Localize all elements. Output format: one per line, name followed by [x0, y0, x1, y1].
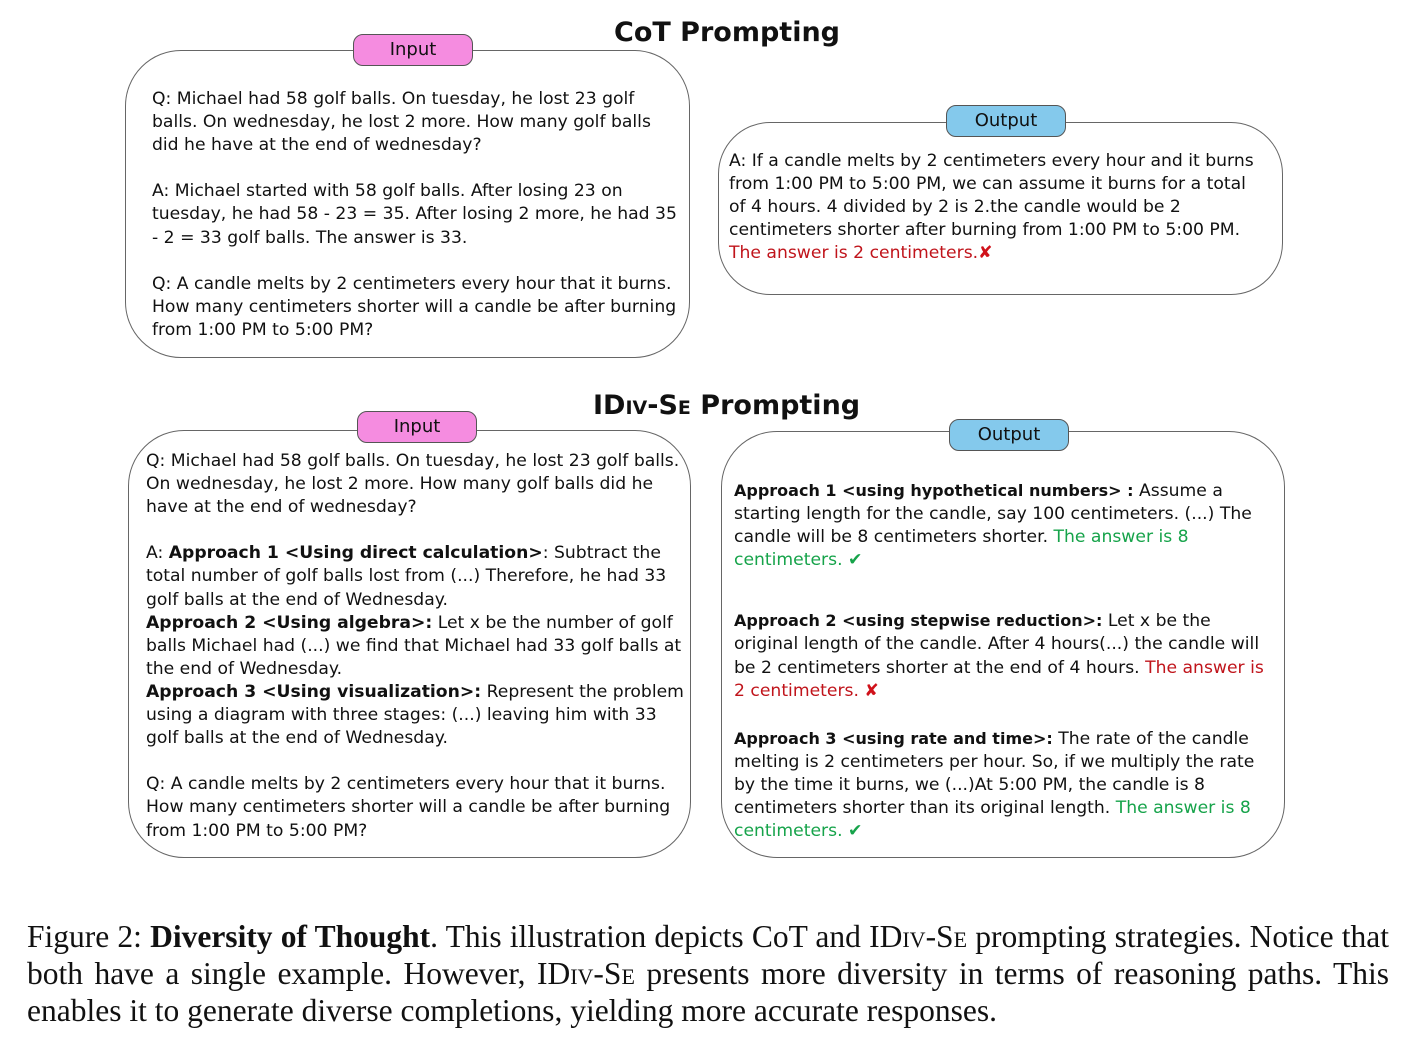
- idivse-output-approach-1: Approach 1 <using hypothetical numbers> : Assume a starting length for the candle, say 100 centimeters. (...) The candle will be 8 centimeters shorter. The answer is 8 centimeters. ✔: [734, 481, 1252, 571]
- cot-output-reasoning: A: If a candle melts by 2 centimeters every hour and it burns from 1:00 PM to 5:00 PM, we can assume it burns for a total of 4 hours. 4 divided by 2 is 2.the candle would be 2 centimeters shorter after burning from 1:00 PM to 5:00 PM.: [729, 151, 1254, 241]
- cot-input-text: [152, 88, 677, 342]
- idivse-section-title: IDiv-Se Prompting: [593, 390, 861, 421]
- cot-output-answer: The answer is 2 centimeters.: [729, 243, 979, 264]
- cot-output-text: [729, 150, 1267, 265]
- cot-input-answer-1: A: Michael started with 58 golf balls. After losing 23 on tuesday, he had 58 - 23 = 35. After losing 2 more, he had 35 - 2 = 33 golf balls. The answer is 33.: [152, 181, 677, 248]
- idivse-output-tag: Output: [949, 419, 1069, 451]
- cot-output-tag: Output: [946, 105, 1066, 137]
- idivse-output-approach-2: Approach 2 <using stepwise reduction>: Let x be the original length of the candle. After 4 hours(...) the candle will be 2 centimeters shorter at the end of 4 hours. The answer is 2 centimeters. ✘: [734, 611, 1264, 701]
- idivse-input-tag: Input: [357, 411, 477, 443]
- cot-input-tag: Input: [353, 34, 473, 66]
- idivse-input-approach-2: Approach 2 <Using algebra>: Let x be the number of golf balls Michael had (...) we find that Michael had 33 golf balls at the end of Wednesday.: [146, 612, 682, 679]
- idivse-input-question-1: Q: Michael had 58 golf balls. On tuesday, he lost 23 golf balls. On wednesday, he lost 2 more. How many golf balls did he have at the end of wednesday?: [146, 451, 680, 518]
- cross-icon: ✘: [864, 680, 879, 701]
- idivse-output-approach-3: Approach 3 <using rate and time>: The rate of the candle melting is 2 centimeters per hour. So, if we multiply the rate by the time it burns, we (...)At 5:00 PM, the candle is 8 centimeters shorter than its original length. The answer is 8 centimeters. ✔: [734, 728, 1255, 842]
- idivse-input-approach-3: Approach 3 <Using visualization>: Represent the problem using a diagram with three stages: (...) leaving him with 33 golf balls at the end of Wednesday.: [146, 681, 684, 749]
- idivse-input-question-2: Q: A candle melts by 2 centimeters every hour that it burns. How many centimeters shorter will a candle be after burning from 1:00 PM to 5:00 PM?: [146, 774, 671, 841]
- check-icon: ✔: [848, 550, 863, 571]
- cot-input-question-1: Q: Michael had 58 golf balls. On tuesday, he lost 23 golf balls. On wednesday, he lost 2 more. How many golf balls did he have at the end of wednesday?: [152, 89, 651, 156]
- cot-section-title: CoT Prompting: [614, 17, 841, 48]
- idivse-output-text: [734, 479, 1279, 843]
- check-icon: ✔: [848, 821, 863, 842]
- cross-icon: ✘: [978, 243, 993, 264]
- figure-caption: Figure 2: Diversity of Thought. This illustration depicts CoT and IDiv-Se prompting strategies. Notice that both have a single example. However, IDiv-Se presents more diversity in terms of reasoning paths. This enables it to generate diverse completions, yielding more accurate responses.: [27, 919, 1389, 1028]
- idivse-input-text: [146, 450, 690, 843]
- idivse-input-approach-1: A: Approach 1 <Using direct calculation>: Subtract the total number of golf balls lost from (...) Therefore, he had 33 golf balls at the end of Wednesday.: [146, 543, 667, 610]
- cot-input-question-2: Q: A candle melts by 2 centimeters every hour that it burns. How many centimeters shorter will a candle be after burning from 1:00 PM to 5:00 PM?: [152, 273, 677, 340]
